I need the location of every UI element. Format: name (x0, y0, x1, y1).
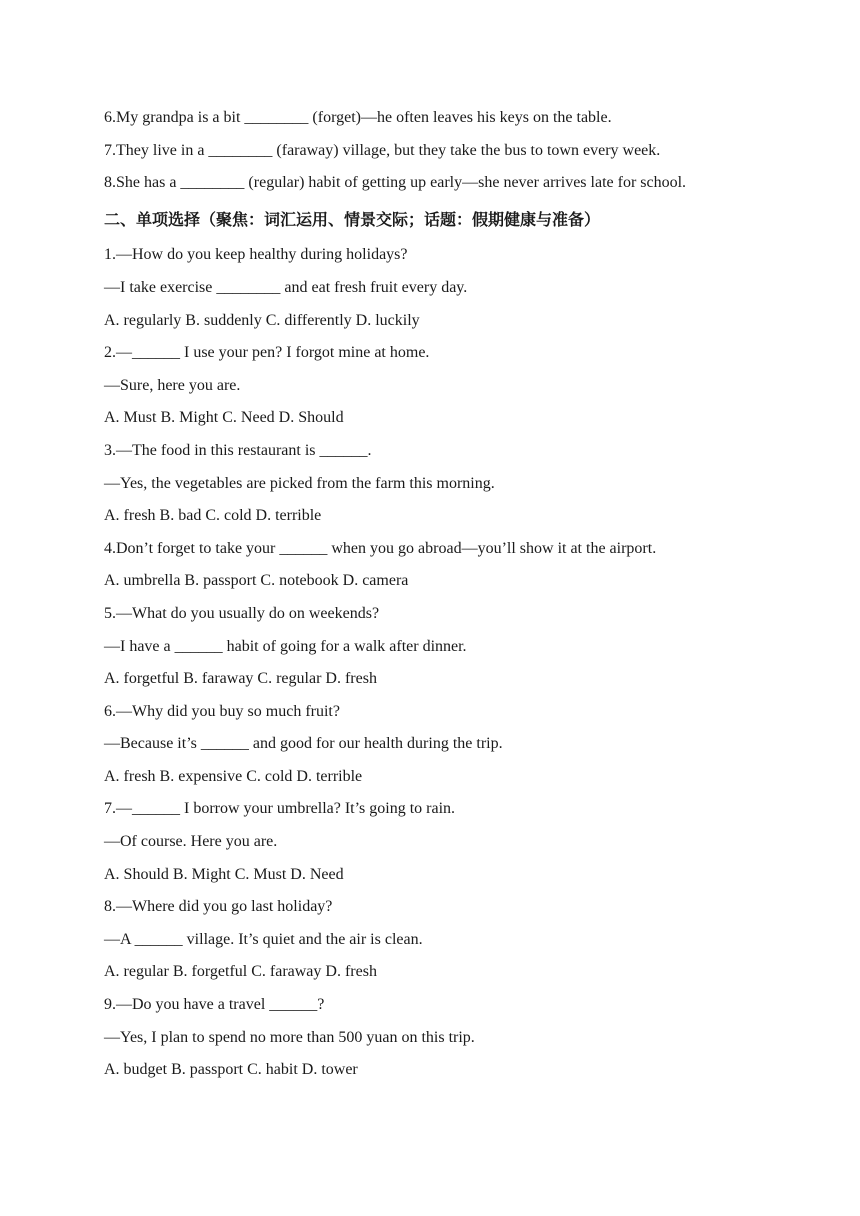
fill-in-item-7: 7.They live in a ________ (faraway) village, but they take the bus to town every week. (104, 141, 661, 159)
fill-in-item-8: 8.She has a ________ (regular) habit of getting up early—she never arrives late for school. (104, 174, 687, 192)
document-content (104, 102, 824, 1087)
question-8-options: A. regular B. forgetful C. faraway D. fresh (104, 963, 377, 981)
question-2-options: A. Must B. Might C. Need D. Should (104, 409, 344, 427)
question-1-reply: —I take exercise ________ and eat fresh fruit every day. (104, 278, 468, 296)
question-7-reply: —Of course. Here you are. (104, 833, 278, 851)
question-5-reply: —I have a ______ habit of going for a walk after dinner. (104, 637, 467, 655)
question-4-prompt: 4.Don’t forget to take your ______ when you go abroad—you’ll show it at the airport. (104, 539, 657, 557)
question-2-prompt: 2.—______ I use your pen? I forgot mine at home. (104, 344, 430, 362)
question-1-prompt: 1.—How do you keep healthy during holidays? (104, 246, 408, 264)
question-7-prompt: 7.—______ I borrow your umbrella? It’s going to rain. (104, 800, 456, 818)
question-8-reply: —A ______ village. It’s quiet and the air is clean. (104, 930, 423, 948)
question-3-reply: —Yes, the vegetables are picked from the farm this morning. (104, 474, 495, 492)
question-9-reply: —Yes, I plan to spend no more than 500 yuan on this trip. (104, 1028, 475, 1046)
question-4-options: A. umbrella B. passport C. notebook D. camera (104, 572, 409, 590)
fill-in-item-6: 6.My grandpa is a bit ________ (forget)—he often leaves his keys on the table. (104, 109, 612, 126)
question-6-options: A. fresh B. expensive C. cold D. terrible (104, 767, 363, 785)
question-6-prompt: 6.—Why did you buy so much fruit? (104, 702, 340, 720)
question-2-reply: —Sure, here you are. (104, 376, 241, 394)
question-3-options: A. fresh B. bad C. cold D. terrible (104, 507, 322, 525)
question-3-prompt: 3.—The food in this restaurant is ______. (104, 441, 372, 459)
question-1-options: A. regularly B. suddenly C. differently D. luckily (104, 311, 420, 329)
question-5-options: A. forgetful B. faraway C. regular D. fresh (104, 670, 377, 688)
question-8-prompt: 8.—Where did you go last holiday? (104, 898, 333, 916)
question-9-prompt: 9.—Do you have a travel ______? (104, 996, 325, 1014)
question-9-options: A. budget B. passport C. habit D. tower (104, 1061, 358, 1079)
question-5-prompt: 5.—What do you usually do on weekends? (104, 604, 380, 622)
section-heading: 二、单项选择（聚焦：词汇运用、情景交际；话题：假期健康与准备） (104, 209, 601, 229)
question-6-reply: —Because it’s ______ and good for our health during the trip. (104, 735, 503, 753)
question-7-options: A. Should B. Might C. Must D. Need (104, 865, 344, 883)
